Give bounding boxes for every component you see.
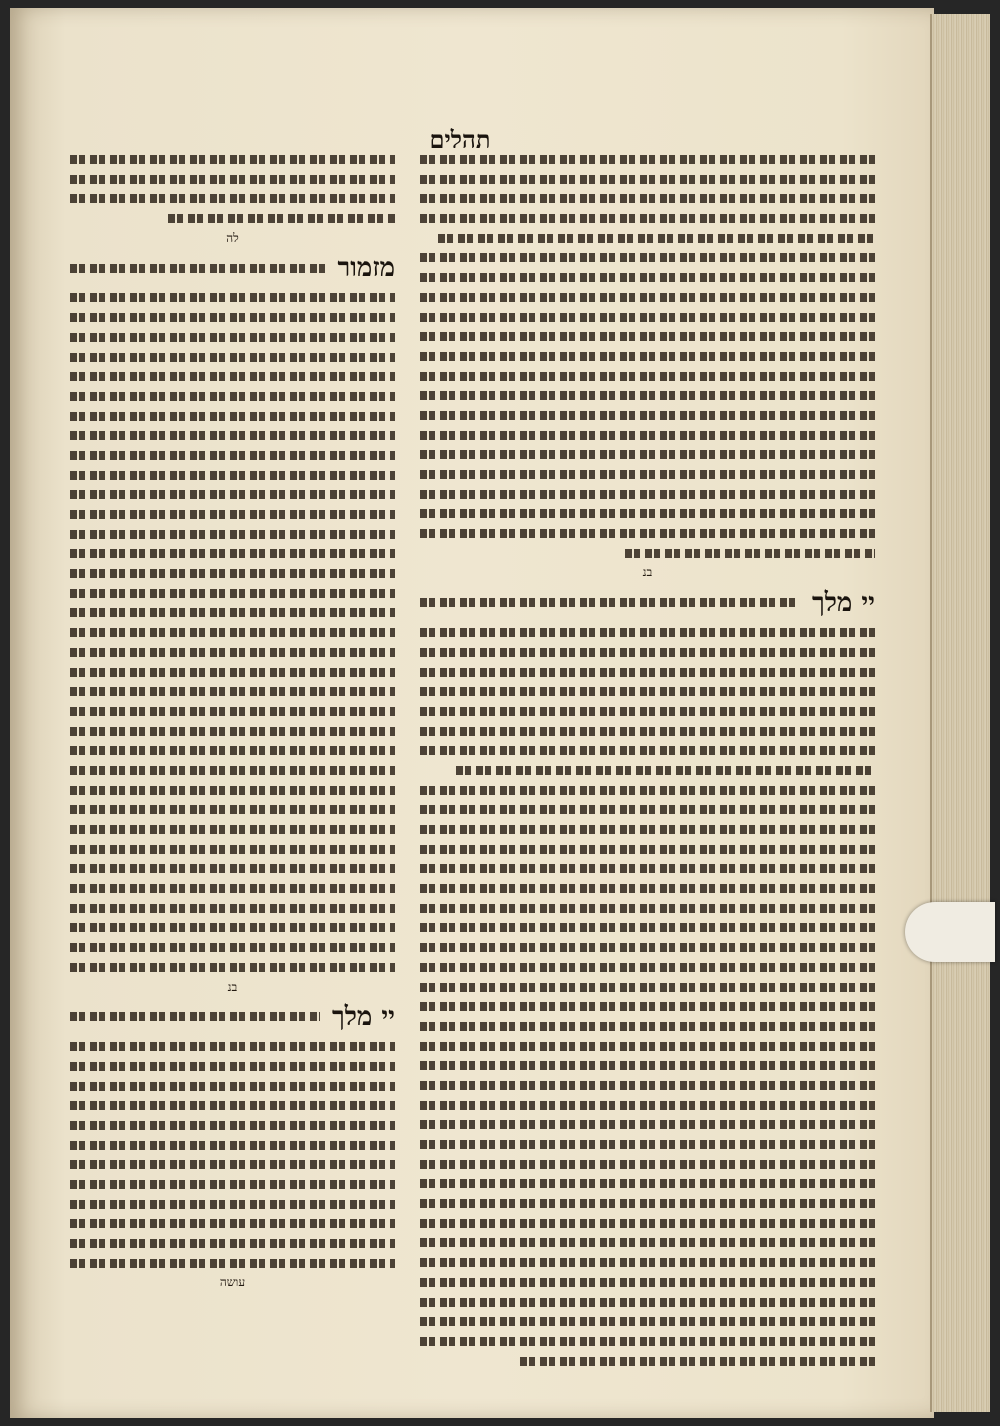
text-line — [70, 288, 395, 308]
text-line — [70, 781, 395, 801]
right-column — [420, 150, 875, 1276]
text-line — [420, 1096, 875, 1116]
text-line — [70, 1155, 395, 1175]
text-line — [420, 1253, 875, 1273]
text-line — [70, 663, 395, 683]
text-line — [420, 367, 875, 387]
text-line — [420, 485, 875, 505]
incipit-word: מזמור — [337, 253, 395, 284]
text-line — [420, 643, 875, 663]
text-line — [420, 1135, 875, 1155]
text-line — [420, 1037, 875, 1057]
text-line — [420, 189, 875, 209]
text-line — [70, 328, 395, 348]
text-line — [70, 485, 395, 505]
text-line — [420, 1155, 875, 1175]
text-line — [420, 445, 875, 465]
text-line — [70, 544, 395, 564]
text-line — [420, 229, 875, 249]
text-line — [420, 504, 875, 524]
text-line — [70, 1057, 395, 1077]
text-line — [420, 800, 875, 820]
text-line — [420, 761, 875, 781]
text-line — [420, 426, 875, 446]
text-line — [70, 1175, 395, 1195]
text-line — [70, 643, 395, 663]
text-line — [420, 327, 875, 347]
text-line — [420, 524, 875, 544]
text-line — [420, 997, 875, 1017]
text-line — [420, 781, 875, 801]
incipit-word: יי מלך — [811, 588, 875, 619]
text-line — [420, 1214, 875, 1234]
text-line — [70, 722, 395, 742]
last-word: עושה — [219, 1275, 246, 1290]
text-line — [420, 1293, 875, 1313]
text-line — [70, 1096, 395, 1116]
text-line — [70, 741, 395, 761]
text-line — [420, 1332, 875, 1352]
text-line — [420, 1115, 875, 1135]
catchword: בנ — [642, 565, 653, 580]
text-line — [420, 938, 875, 958]
text-line — [420, 682, 875, 702]
page-clip — [905, 902, 995, 962]
text-line — [420, 150, 875, 170]
text-line — [70, 682, 395, 702]
text-line — [420, 1352, 875, 1372]
text-line — [70, 505, 395, 525]
text-line — [420, 840, 875, 860]
text-line — [70, 820, 395, 840]
text-line — [70, 899, 395, 919]
psalm-incipit-2 — [70, 997, 395, 1037]
text-line — [420, 820, 875, 840]
text-line — [420, 248, 875, 268]
text-line — [70, 938, 395, 958]
text-line — [420, 859, 875, 879]
text-line — [70, 1234, 395, 1254]
text-line — [70, 918, 395, 938]
text-line — [70, 761, 395, 781]
text-line — [420, 308, 875, 328]
text-line — [70, 525, 395, 545]
text-line — [420, 1312, 875, 1332]
text-line — [70, 367, 395, 387]
text-line — [70, 189, 395, 209]
text-line — [70, 150, 395, 170]
text-line — [420, 663, 875, 683]
text-line — [70, 1214, 395, 1234]
left-column — [70, 150, 395, 1290]
catchword: לה — [226, 230, 239, 245]
text-line — [70, 209, 395, 229]
text-line — [70, 564, 395, 584]
text-line — [420, 918, 875, 938]
psalm-incipit — [420, 583, 875, 623]
text-line — [420, 386, 875, 406]
text-line — [70, 840, 395, 860]
text-line — [70, 466, 395, 486]
text-line — [420, 1194, 875, 1214]
catchword: בנ — [227, 979, 238, 994]
text-line — [70, 1254, 395, 1274]
text-line — [70, 879, 395, 899]
text-line — [70, 623, 395, 643]
text-line — [420, 1076, 875, 1096]
text-line — [420, 1174, 875, 1194]
text-line — [420, 1056, 875, 1076]
text-line — [420, 879, 875, 899]
text-line — [420, 1273, 875, 1293]
text-line — [70, 407, 395, 427]
text-line — [420, 722, 875, 742]
text-line — [420, 406, 875, 426]
text-line — [420, 170, 875, 190]
text-line — [70, 170, 395, 190]
text-line — [70, 958, 395, 978]
text-line — [70, 702, 395, 722]
text-line — [70, 800, 395, 820]
text-line — [420, 268, 875, 288]
text-line — [70, 1116, 395, 1136]
psalm-incipit-mizmor — [70, 248, 395, 288]
text-line — [420, 1233, 875, 1253]
text-line — [420, 544, 875, 564]
text-line — [70, 387, 395, 407]
text-line — [70, 1195, 395, 1215]
text-line — [70, 1136, 395, 1156]
text-line — [420, 958, 875, 978]
text-line — [70, 1077, 395, 1097]
text-line — [420, 209, 875, 229]
text-line — [420, 702, 875, 722]
text-line — [420, 1017, 875, 1037]
text-line — [70, 446, 395, 466]
text-line — [420, 465, 875, 485]
text-line — [420, 347, 875, 367]
text-line — [70, 859, 395, 879]
incipit-word: יי מלך — [331, 1002, 395, 1033]
text-line — [420, 623, 875, 643]
page-title: תהלים — [429, 125, 491, 154]
text-line — [70, 603, 395, 623]
text-line — [70, 348, 395, 368]
page-edges — [930, 14, 990, 1412]
text-line — [420, 899, 875, 919]
text-line — [70, 308, 395, 328]
text-line — [420, 978, 875, 998]
text-line — [70, 1037, 395, 1057]
text-line — [420, 288, 875, 308]
text-line — [70, 426, 395, 446]
text-line — [70, 584, 395, 604]
text-line — [420, 741, 875, 761]
